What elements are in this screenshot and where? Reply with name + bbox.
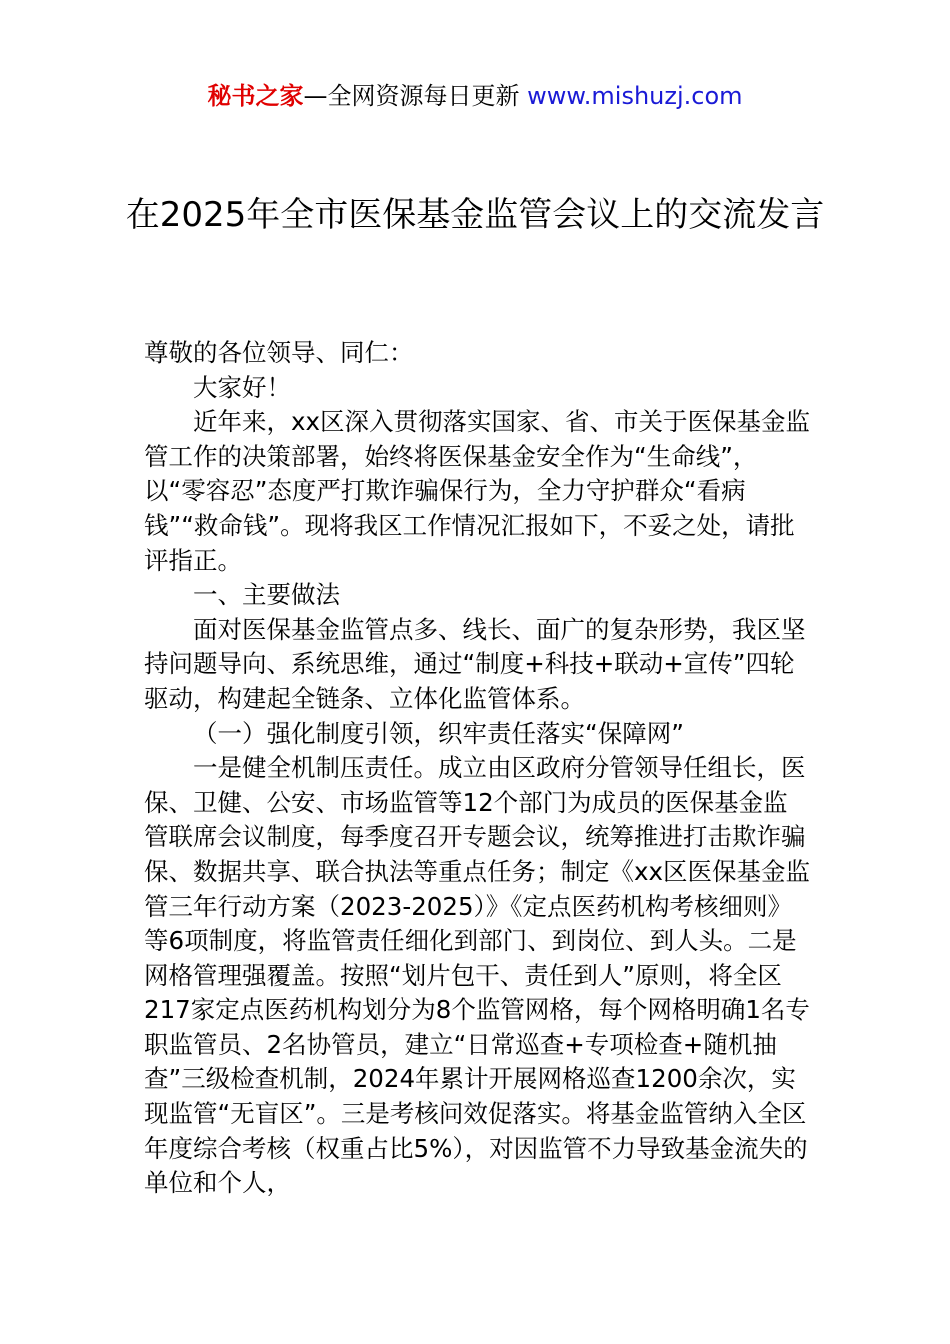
site-header bbox=[0, 80, 950, 112]
greeting: 大家好！ bbox=[193, 372, 291, 402]
site-brand: 秘书之家 bbox=[207, 82, 304, 110]
intro-paragraph: 近年来，xx区深入贯彻落实国家、省、市关于医保基金监管工作的决策部署，始终将医保基金安全作为“生命线”，以“零容忍”态度严打欺诈骗保行为，全力守护群众“看病钱”“救命钱”。现将我区工作情况汇报如下，不妥之处，请批评指正。 bbox=[144, 407, 810, 575]
section-intro-paragraph: 面对医保基金监管点多、线长、面广的复杂形势，我区坚持问题导向、系统思维，通过“制度+科技+联动+宣传”四轮驱动，构建起全链条、立体化监管体系。 bbox=[144, 614, 806, 713]
document-title: 在2025年全市医保基金监管会议上的交流发言 bbox=[125, 195, 825, 235]
section-heading: 一、主要做法 bbox=[193, 580, 340, 610]
subsection-heading: （一）强化制度引领，织牢责任落实“保障网” bbox=[193, 718, 684, 748]
salutation: 尊敬的各位领导、同仁： bbox=[144, 338, 414, 367]
site-url-link[interactable]: www.mishuzj.com bbox=[527, 82, 743, 110]
site-slogan: —全网资源每日更新 bbox=[303, 82, 528, 110]
document-body bbox=[144, 336, 812, 1201]
body-paragraph: 一是健全机制压责任。成立由区政府分管领导任组长，医保、卫健、公安、市场监管等12个部门为成员的医保基金监管联席会议制度，每季度召开专题会议，统筹推进打击欺诈骗保、数据共享、联合执法等重点任务；制定《xx区医保基金监管三年行动方案（2023-2025）》《定点医药机构考核细则》等6项制度，将监管责任细化到部门、到岗位、到人头。二是网格管理强覆盖。按照“划片包干、责任到人”原则，将全区217家定点医药机构划分为8个监管网格，每个网格明确1名专职监管员、2名协管员，建立“日常巡查+专项检查+随机抽查”三级检查机制，2024年累计开展网格巡查1200余次，实现监管“无盲区”。三是考核问效促落实。将基金监管纳入全区年度综合考核（权重占比5%），对因监管不力导致基金流失的单位和个人， bbox=[144, 753, 810, 1198]
